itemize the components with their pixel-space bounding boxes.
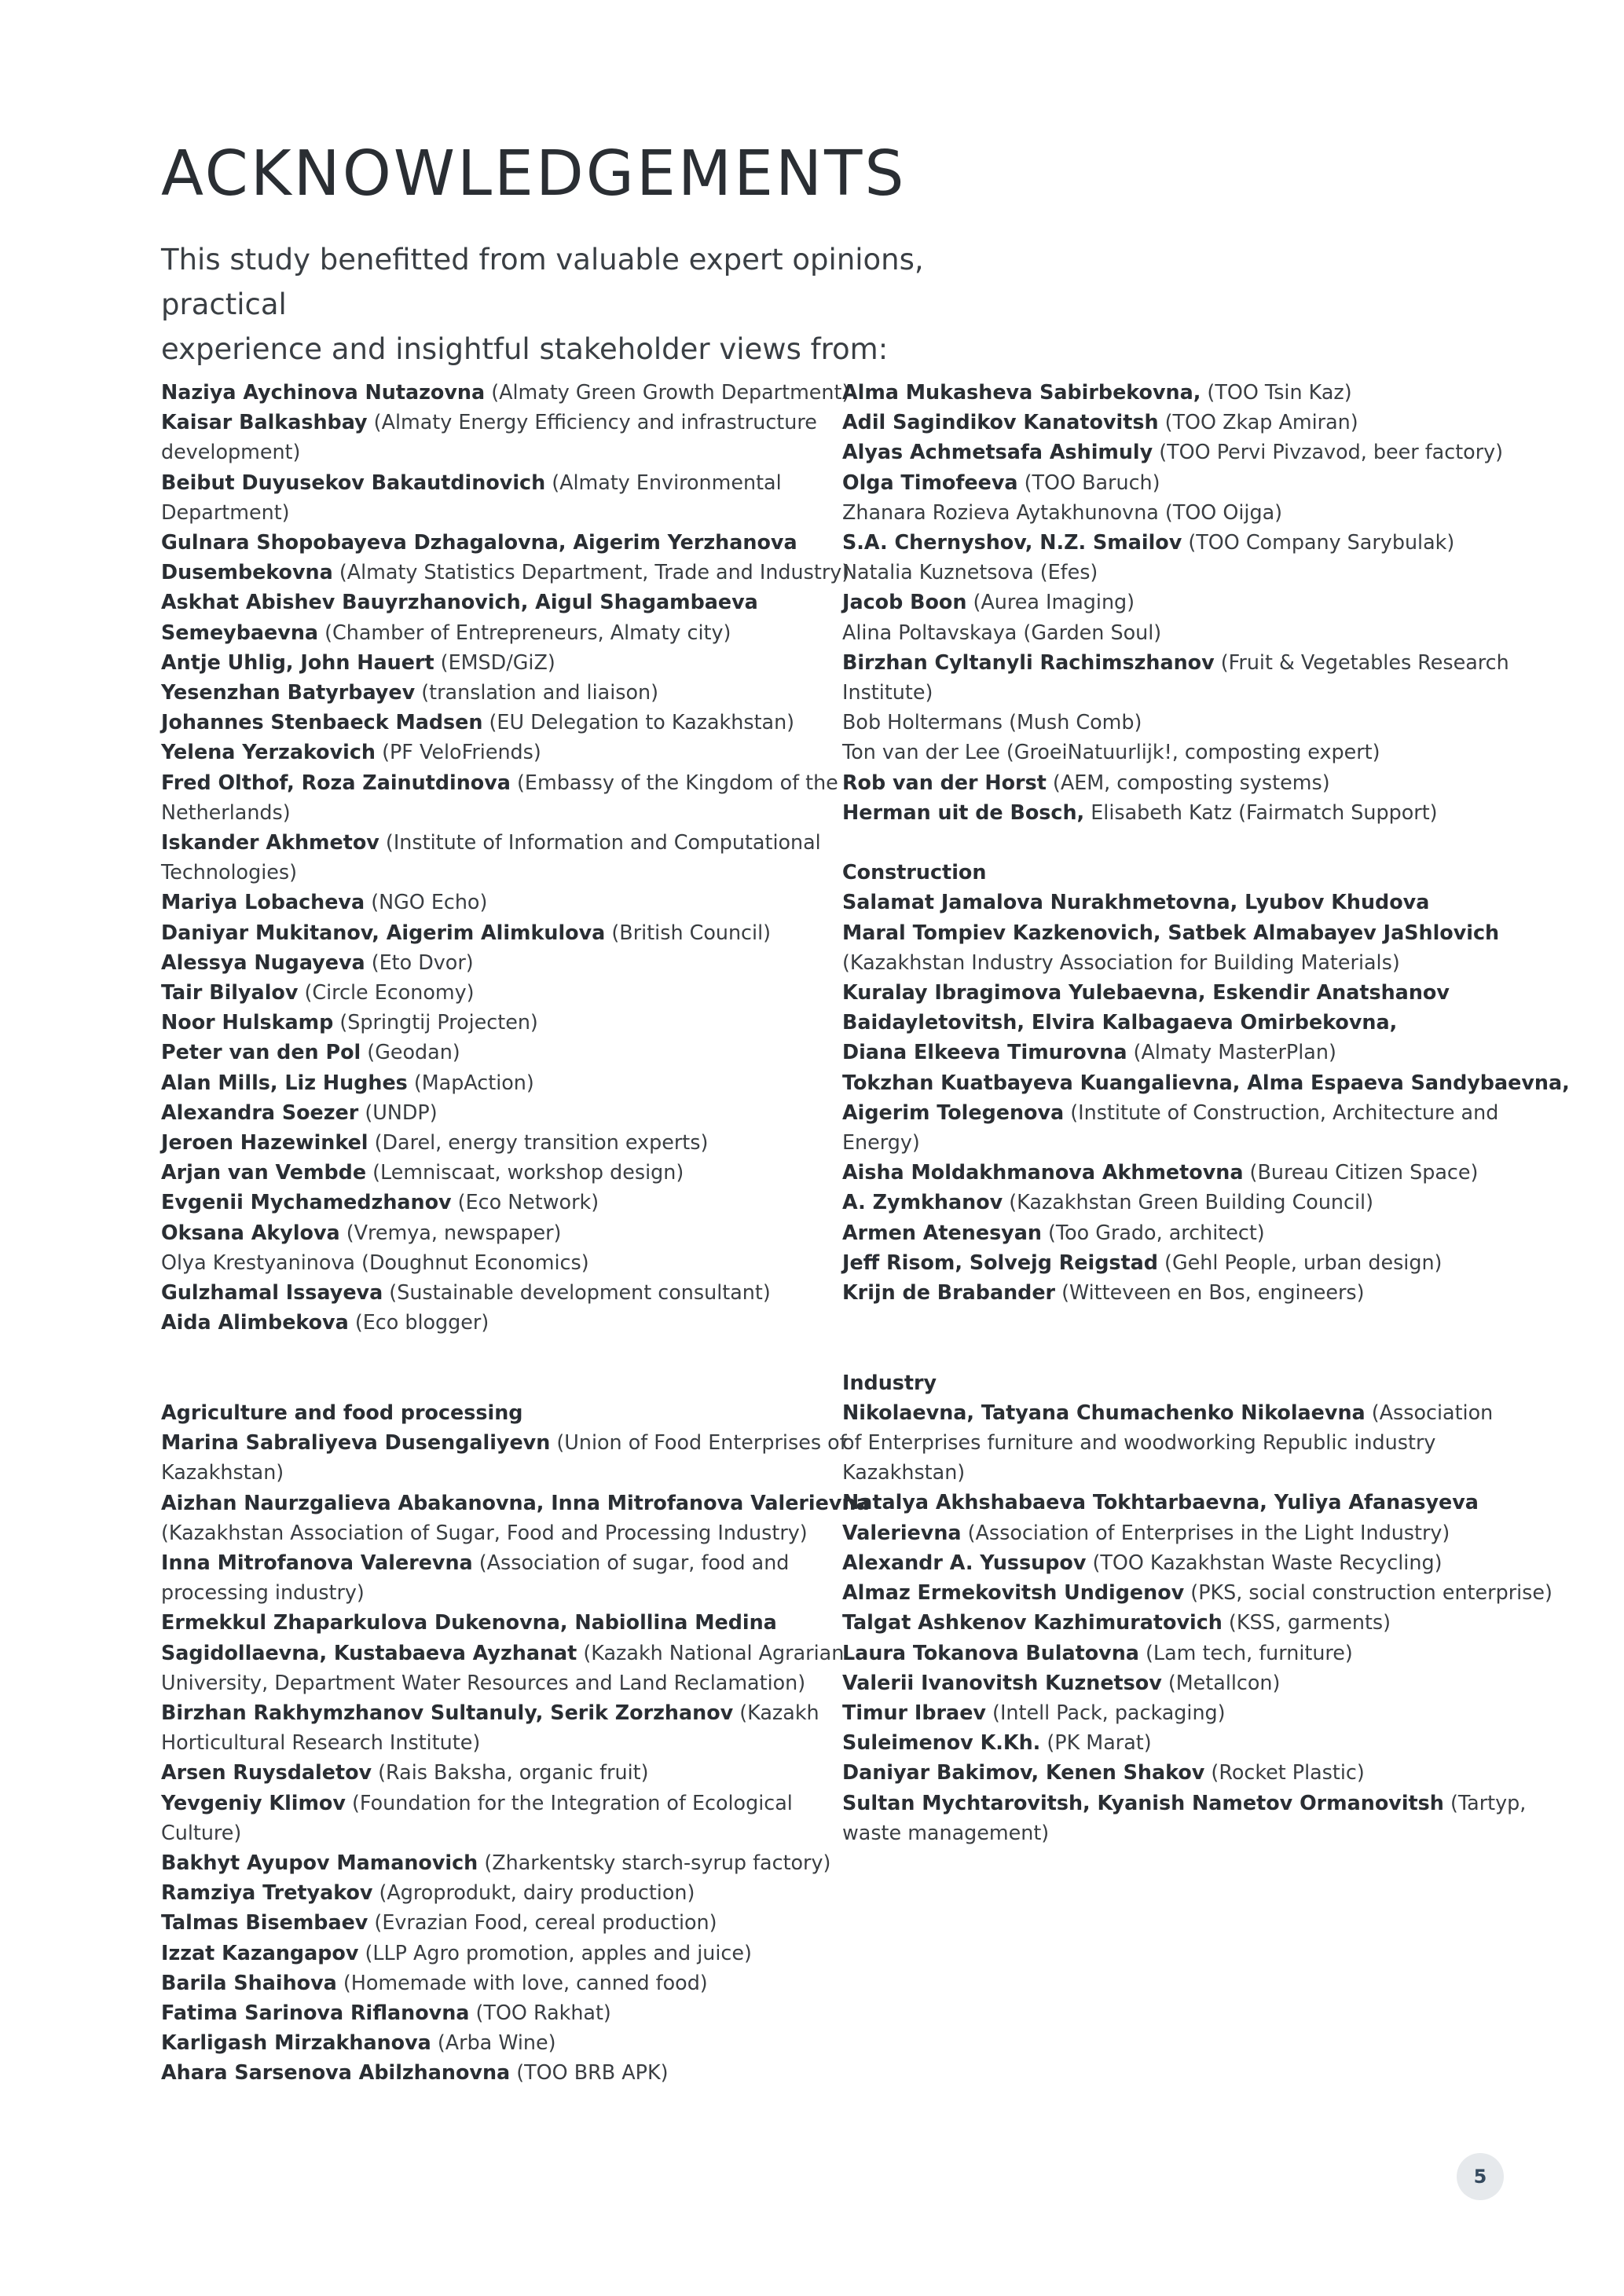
acknowledgement-line xyxy=(161,677,813,707)
affiliation-text: (Institute of Construction, Architecture and xyxy=(1064,1100,1499,1124)
page-title: ACKNOWLEDGEMENTS xyxy=(161,137,907,210)
person-name: Iskander Akhmetov xyxy=(161,830,379,855)
acknowledgement-line xyxy=(161,1488,870,1518)
acknowledgement-line xyxy=(161,1968,813,1998)
acknowledgement-line xyxy=(161,1668,813,1697)
affiliation-text: (Foundation for the Integration of Ecological xyxy=(345,1790,793,1814)
affiliation-text: Technologies) xyxy=(161,860,298,884)
acknowledgement-line xyxy=(161,1998,813,2027)
person-name: Birzhan Cyltanyli Rachimszhanov xyxy=(842,650,1215,674)
section-spacer xyxy=(161,1338,813,1397)
heading-text: Industry xyxy=(842,1370,937,1394)
person-name: Jacob Boon xyxy=(842,590,967,614)
affiliation-text: (Almaty Environmental xyxy=(545,470,782,494)
affiliation-text: Culture) xyxy=(161,1820,242,1844)
affiliation-text: Elisabeth Katz (Fairmatch Support) xyxy=(1084,800,1438,824)
person-name: Barila Shaihova xyxy=(161,1970,337,1994)
affiliation-text: (Lam tech, furniture) xyxy=(1138,1640,1353,1664)
affiliation-text: (Association of sugar, food and xyxy=(472,1550,790,1574)
person-name: Beibut Duyusekov Bakautdinovich xyxy=(161,470,546,494)
person-name: Fred Olthof, Roza Zainutdinova xyxy=(161,770,511,794)
acknowledgement-line xyxy=(842,437,1502,467)
person-name: Tokzhan Kuatbayeva Kuangalievna, Alma Espaeva Sandybaevna, xyxy=(842,1070,1570,1094)
affiliation-text: (Kazakhstan Association of Sugar, Food and Processing Industry) xyxy=(161,1520,808,1544)
affiliation-text: (Tartyp, xyxy=(1443,1790,1527,1814)
person-name: Semeybaevna xyxy=(161,620,319,644)
affiliation-text: (EMSD/GiZ) xyxy=(434,650,555,674)
section-heading xyxy=(161,1397,813,1427)
acknowledgement-line xyxy=(161,1457,813,1487)
person-name: Jeroen Hazewinkel xyxy=(161,1130,368,1155)
affiliation-text: processing industry) xyxy=(161,1580,365,1605)
acknowledgement-line xyxy=(842,737,1502,767)
acknowledgement-line xyxy=(842,1487,1502,1517)
person-name: Dusembekovna xyxy=(161,560,333,584)
person-name: Arjan van Vembde xyxy=(161,1160,367,1185)
person-name: Sagidollaevna, Kustabaeva Ayzhanat xyxy=(161,1640,577,1664)
acknowledgement-line xyxy=(842,497,1502,527)
acknowledgement-line xyxy=(842,617,1502,647)
acknowledgement-line xyxy=(842,707,1502,737)
person-name: Arsen Ruysdaletov xyxy=(161,1760,372,1785)
person-name: Almaz Ermekovitsh Undigenov xyxy=(842,1580,1185,1605)
affiliation-text: (NGO Echo) xyxy=(365,890,488,914)
affiliation-text: (EU Delegation to Kazakhstan) xyxy=(482,710,795,734)
affiliation-text: (Kazakh National Agrarian xyxy=(577,1640,845,1664)
person-name: Valerievna xyxy=(842,1520,962,1544)
affiliation-text: (Arba Wine) xyxy=(431,2031,556,2055)
affiliation-text: Horticultural Research Institute) xyxy=(161,1730,481,1755)
acknowledgement-line xyxy=(161,1307,813,1337)
affiliation-text: (TOO Company Sarybulak) xyxy=(1182,530,1455,555)
person-name: Evgenii Mychamedzhanov xyxy=(161,1190,452,1214)
acknowledgement-line xyxy=(842,587,1502,617)
affiliation-text: (Almaty Statistics Department, Trade and Industry) xyxy=(332,560,850,584)
affiliation-text: Bob Holtermans (Mush Comb) xyxy=(842,710,1142,734)
acknowledgement-line xyxy=(161,527,813,557)
affiliation-text: (Too Grado, architect) xyxy=(1041,1220,1265,1244)
person-name: Inna Mitrofanova Valerevna xyxy=(161,1550,473,1574)
intro-line-1: This study benefitted from valuable expert opinions, practical xyxy=(161,243,924,321)
affiliation-text: (TOO BRB APK) xyxy=(510,2060,669,2085)
person-name: Yesenzhan Batyrbayev xyxy=(161,680,416,705)
affiliation-text: (UNDP) xyxy=(358,1100,438,1124)
affiliation-text: (Intell Pack, packaging) xyxy=(985,1700,1226,1724)
acknowledgement-line xyxy=(161,1518,813,1547)
acknowledgement-line xyxy=(842,1007,1502,1037)
person-name: Talgat Ashkenov Kazhimuratovich xyxy=(842,1610,1223,1635)
affiliation-text: of Enterprises furniture and woodworking Republic industry xyxy=(842,1430,1436,1455)
intro-text xyxy=(161,237,1041,372)
affiliation-text: waste management) xyxy=(842,1820,1050,1844)
person-name: Herman uit de Bosch, xyxy=(842,800,1085,824)
affiliation-text: Kazakhstan) xyxy=(842,1460,966,1485)
affiliation-text: (PKS, social construction enterprise) xyxy=(1184,1580,1553,1605)
person-name: Laura Tokanova Bulatovna xyxy=(842,1640,1139,1664)
acknowledgement-line xyxy=(161,647,813,677)
person-name: S.A. Chernyshov, N.Z. Smailov xyxy=(842,530,1182,555)
person-name: Diana Elkeeva Timurovna xyxy=(842,1040,1127,1064)
acknowledgement-line xyxy=(842,1607,1502,1637)
affiliation-text: (Agroprodukt, dairy production) xyxy=(372,1880,695,1905)
intro-line-2: experience and insightful stakeholder views from: xyxy=(161,332,889,366)
acknowledgement-line xyxy=(161,977,813,1007)
person-name: Karligash Mirzakhanova xyxy=(161,2031,431,2055)
acknowledgement-line xyxy=(842,407,1502,437)
affiliation-text: (AEM, composting systems) xyxy=(1046,770,1330,794)
affiliation-text: (Rocket Plastic) xyxy=(1204,1760,1365,1785)
acknowledgement-line xyxy=(161,2027,813,2057)
affiliation-text: Alina Poltavskaya (Garden Soul) xyxy=(842,620,1162,644)
acknowledgement-line xyxy=(842,467,1502,497)
person-name: Nikolaevna, Tatyana Chumachenko Nikolaevna xyxy=(842,1400,1366,1424)
affiliation-text: (MapAction) xyxy=(407,1070,534,1094)
person-name: Naziya Aychinova Nutazovna xyxy=(161,380,486,404)
affiliation-text: (Kazakhstan Green Building Council) xyxy=(1003,1190,1373,1214)
acknowledgement-line xyxy=(161,377,850,407)
affiliation-text: (Association xyxy=(1365,1400,1494,1424)
affiliation-text: (Almaty Green Growth Department) xyxy=(485,380,850,404)
person-name: Sultan Mychtarovitsh, Kyanish Nametov Ormanovitsh xyxy=(842,1790,1444,1814)
person-name: Aigerim Tolegenova xyxy=(842,1100,1065,1124)
section-heading xyxy=(842,857,1502,887)
acknowledgement-line xyxy=(842,1518,1502,1547)
acknowledgement-line xyxy=(161,437,813,467)
acknowledgement-line xyxy=(161,1638,845,1668)
person-name: A. Zymkhanov xyxy=(842,1190,1003,1214)
person-name: Aisha Moldakhmanova Akhmetovna xyxy=(842,1160,1244,1185)
person-name: Salamat Jamalova Nurakhmetovna, Lyubov Khudova xyxy=(842,890,1430,914)
person-name: Aizhan Naurzgalieva Abakanovna, Inna Mitrofanova Valerievna xyxy=(161,1490,870,1514)
person-name: Kuralay Ibragimova Yulebaevna, Eskendir Anatshanov xyxy=(842,980,1450,1005)
affiliation-text: (Kazakhstan Industry Association for Building Materials) xyxy=(842,950,1400,974)
section-spacer xyxy=(842,827,1502,857)
section-spacer xyxy=(842,1307,1502,1367)
acknowledgement-line xyxy=(161,737,813,767)
acknowledgement-line xyxy=(161,1877,813,1907)
acknowledgement-line xyxy=(842,1788,1527,1818)
affiliation-text: University, Department Water Resources and Land Reclamation) xyxy=(161,1670,806,1694)
person-name: Mariya Lobacheva xyxy=(161,890,365,914)
affiliation-text: Institute) xyxy=(842,680,933,705)
affiliation-text: (translation and liaison) xyxy=(415,680,659,705)
acknowledgement-line xyxy=(842,677,1502,707)
affiliation-text: (TOO Rakhat) xyxy=(469,2000,611,2024)
acknowledgement-line xyxy=(161,1847,831,1877)
person-name: Alyas Achmetsafa Ashimuly xyxy=(842,440,1153,464)
acknowledgement-line xyxy=(161,1187,813,1217)
affiliation-text: (TOO Pervi Pivzavod, beer factory) xyxy=(1153,440,1504,464)
acknowledgement-line xyxy=(161,1097,813,1127)
acknowledgement-line xyxy=(842,1157,1502,1187)
person-name: Alexandr A. Yussupov xyxy=(842,1550,1087,1574)
person-name: Ramziya Tretyakov xyxy=(161,1880,373,1905)
affiliation-text: (PK Marat) xyxy=(1040,1730,1152,1755)
acknowledgement-line xyxy=(161,1727,813,1757)
person-name: Ermekkul Zhaparkulova Dukenovna, Nabiollina Medina xyxy=(161,1610,777,1635)
heading-text: Construction xyxy=(842,860,987,884)
person-name: Daniyar Mukitanov, Aigerim Alimkulova xyxy=(161,920,606,944)
affiliation-text: Netherlands) xyxy=(161,800,291,824)
affiliation-text: Department) xyxy=(161,500,290,524)
acknowledgement-line xyxy=(161,407,817,437)
acknowledgement-line xyxy=(842,977,1502,1007)
acknowledgement-line xyxy=(842,797,1502,827)
person-name: Yevgeniy Klimov xyxy=(161,1790,346,1814)
acknowledgement-line xyxy=(161,587,813,617)
acknowledgement-line xyxy=(161,1907,813,1937)
acknowledgement-line xyxy=(161,1818,813,1847)
affiliation-text: (PF VeloFriends) xyxy=(376,740,541,764)
acknowledgement-line xyxy=(161,1067,813,1097)
affiliation-text: (Circle Economy) xyxy=(298,980,475,1005)
person-name: Armen Atenesyan xyxy=(842,1220,1042,1244)
acknowledgement-line xyxy=(842,1277,1502,1307)
affiliation-text: (Bureau Citizen Space) xyxy=(1243,1160,1479,1185)
person-name: Valerii Ivanovitsh Kuznetsov xyxy=(842,1670,1162,1694)
acknowledgement-line xyxy=(161,1788,813,1818)
person-name: Alma Mukasheva Sabirbekovna, xyxy=(842,380,1201,404)
person-name: Alessya Nugayeva xyxy=(161,950,365,974)
person-name: Gulzhamal Issayeva xyxy=(161,1280,383,1305)
person-name: Kaisar Balkashbay xyxy=(161,410,368,434)
person-name: Jeff Risom, Solvejg Reigstad xyxy=(842,1250,1158,1274)
person-name: Tair Bilyalov xyxy=(161,980,299,1005)
acknowledgement-line xyxy=(161,767,838,797)
acknowledgement-line xyxy=(161,707,813,737)
affiliation-text: (Evrazian Food, cereal production) xyxy=(368,1910,717,1935)
acknowledgement-line xyxy=(842,1547,1502,1577)
acknowledgement-line xyxy=(842,1187,1502,1217)
left-column xyxy=(161,377,870,2088)
acknowledgement-line xyxy=(842,1638,1502,1668)
person-name: Yelena Yerzakovich xyxy=(161,740,376,764)
affiliation-text: (Eco blogger) xyxy=(348,1310,489,1335)
person-name: Alexandra Soezer xyxy=(161,1100,359,1124)
acknowledgement-line xyxy=(842,1757,1502,1787)
affiliation-text: (Kazakh xyxy=(733,1700,819,1724)
person-name: Antje Uhlig, John Hauert xyxy=(161,650,434,674)
person-name: Oksana Akylova xyxy=(161,1220,340,1244)
person-name: Johannes Stenbaeck Madsen xyxy=(161,710,483,734)
affiliation-text: (Union of Food Enterprises of xyxy=(550,1430,847,1455)
affiliation-text: (Aurea Imaging) xyxy=(966,590,1135,614)
affiliation-text: (TOO Tsin Kaz) xyxy=(1201,380,1352,404)
acknowledgement-line xyxy=(842,887,1502,917)
affiliation-text: (Witteveen en Bos, engineers) xyxy=(1055,1280,1365,1305)
acknowledgement-line xyxy=(842,557,1502,587)
person-name: Natalya Akhshabaeva Tokhtarbaevna, Yuliya Afanasyeva xyxy=(842,1490,1479,1514)
acknowledgement-line xyxy=(161,1037,813,1067)
affiliation-text: (Rais Baksha, organic fruit) xyxy=(372,1760,649,1785)
person-name: Marina Sabraliyeva Dusengaliyevn xyxy=(161,1430,551,1455)
acknowledgement-line xyxy=(161,947,813,977)
acknowledgement-line xyxy=(161,797,813,827)
acknowledgement-line xyxy=(161,1247,813,1277)
person-name: Bakhyt Ayupov Mamanovich xyxy=(161,1850,478,1874)
affiliation-text: (Eto Dvor) xyxy=(365,950,474,974)
acknowledgement-line xyxy=(842,917,1502,947)
acknowledgement-line xyxy=(842,1067,1570,1097)
acknowledgement-line xyxy=(842,1727,1502,1757)
section-heading xyxy=(842,1368,1502,1397)
person-name: Peter van den Pol xyxy=(161,1040,361,1064)
affiliation-text: (Almaty MasterPlan) xyxy=(1127,1040,1336,1064)
person-name: Krijn de Brabander xyxy=(842,1280,1056,1305)
acknowledgement-line xyxy=(161,1277,813,1307)
person-name: Daniyar Bakimov, Kenen Shakov xyxy=(842,1760,1205,1785)
acknowledgement-line xyxy=(161,467,813,497)
acknowledgement-line xyxy=(161,1427,847,1457)
acknowledgement-line xyxy=(161,857,813,887)
person-name: Adil Sagindikov Kanatovitsh xyxy=(842,410,1159,434)
affiliation-text: (Metallcon) xyxy=(1161,1670,1281,1694)
acknowledgement-line xyxy=(161,497,813,527)
person-name: Maral Tompiev Kazkenovich, Satbek Almabayev JaShlovich xyxy=(842,920,1500,944)
person-name: Izzat Kazangapov xyxy=(161,1940,359,1965)
acknowledgement-line xyxy=(842,1097,1502,1127)
affiliation-text: Natalia Kuznetsova (Efes) xyxy=(842,560,1098,584)
affiliation-text: (Eco Network) xyxy=(451,1190,599,1214)
person-name: Suleimenov K.Kh. xyxy=(842,1730,1041,1755)
acknowledgement-line xyxy=(842,1037,1502,1067)
acknowledgement-line xyxy=(161,1938,813,1968)
person-name: Askhat Abishev Bauyrzhanovich, Aigul Shagambaeva xyxy=(161,590,758,614)
page-number-badge: 5 xyxy=(1457,2153,1504,2200)
acknowledgement-line xyxy=(842,647,1509,677)
affiliation-text: (TOO Zkap Amiran) xyxy=(1158,410,1358,434)
affiliation-text: (Almaty Energy Efficiency and infrastructure xyxy=(367,410,817,434)
affiliation-text: (Embassy of the Kingdom of the xyxy=(510,770,838,794)
affiliation-text: (Fruit & Vegetables Research xyxy=(1214,650,1509,674)
person-name: Noor Hulskamp xyxy=(161,1010,334,1034)
acknowledgement-line xyxy=(842,527,1502,557)
acknowledgement-line xyxy=(842,1427,1502,1457)
acknowledgement-line xyxy=(161,617,813,647)
acknowledgement-line xyxy=(161,1218,813,1247)
affiliation-text: Energy) xyxy=(842,1130,920,1155)
affiliation-text: (Darel, energy transition experts) xyxy=(368,1130,709,1155)
heading-text: Agriculture and food processing xyxy=(161,1400,523,1424)
affiliation-text: (Lemniscaat, workshop design) xyxy=(366,1160,684,1185)
acknowledgement-line xyxy=(842,947,1502,977)
person-name: Alan Mills, Liz Hughes xyxy=(161,1070,408,1094)
affiliation-text: development) xyxy=(161,440,301,464)
affiliation-text: (TOO Kazakhstan Waste Recycling) xyxy=(1086,1550,1443,1574)
person-name: Baidayletovitsh, Elvira Kalbagaeva Omirbekovna, xyxy=(842,1010,1398,1034)
affiliation-text: (British Council) xyxy=(605,920,772,944)
affiliation-text: Zhanara Rozieva Aytakhunovna (TOO Oijga) xyxy=(842,500,1283,524)
affiliation-text: (Association of Enterprises in the Light Industry) xyxy=(961,1520,1450,1544)
affiliation-text: (Springtij Projecten) xyxy=(333,1010,538,1034)
acknowledgement-line xyxy=(161,917,813,947)
acknowledgement-line xyxy=(842,1577,1553,1607)
person-name: Fatima Sarinova Riflanovna xyxy=(161,2000,470,2024)
affiliation-text: Olya Krestyaninova (Doughnut Economics) xyxy=(161,1250,589,1274)
person-name: Olga Timofeeva xyxy=(842,470,1018,494)
acknowledgement-line xyxy=(161,557,850,587)
acknowledgement-line xyxy=(842,1397,1502,1427)
acknowledgement-line xyxy=(842,1127,1502,1157)
person-name: Gulnara Shopobayeva Dzhagalovna, Aigerim Yerzhanova xyxy=(161,530,797,555)
affiliation-text: (KSS, garments) xyxy=(1222,1610,1391,1635)
affiliation-text: (Vremya, newspaper) xyxy=(339,1220,562,1244)
person-name: Rob van der Horst xyxy=(842,770,1047,794)
acknowledgement-line xyxy=(161,1757,813,1787)
affiliation-text: (Gehl People, urban design) xyxy=(1157,1250,1443,1274)
affiliation-text: (Geodan) xyxy=(361,1040,460,1064)
acknowledgement-line xyxy=(842,1457,1502,1487)
acknowledgement-line xyxy=(161,1697,819,1727)
acknowledgement-line xyxy=(842,377,1502,407)
acknowledgement-line xyxy=(161,1007,813,1037)
acknowledgement-line xyxy=(161,1157,813,1187)
acknowledgement-line xyxy=(842,1668,1502,1697)
affiliation-text: (Homemade with love, canned food) xyxy=(336,1970,708,1994)
acknowledgement-line xyxy=(842,1697,1502,1727)
right-column xyxy=(842,377,1570,1847)
affiliation-text: (Institute of Information and Computational xyxy=(379,830,821,855)
person-name: Aida Alimbekova xyxy=(161,1310,349,1335)
acknowledgement-line xyxy=(161,1547,813,1577)
person-name: Timur Ibraev xyxy=(842,1700,986,1724)
affiliation-text: (Chamber of Entrepreneurs, Almaty city) xyxy=(318,620,731,644)
affiliation-text: (TOO Baruch) xyxy=(1017,470,1160,494)
acknowledgement-line xyxy=(161,827,821,857)
affiliation-text: (LLP Agro promotion, apples and juice) xyxy=(358,1940,752,1965)
acknowledgement-line xyxy=(842,767,1502,797)
affiliation-text: Ton van der Lee (GroeiNatuurlijk!, composting expert) xyxy=(842,740,1380,764)
acknowledgement-line xyxy=(842,1818,1502,1847)
acknowledgement-line xyxy=(842,1218,1502,1247)
acknowledgement-line xyxy=(161,2057,813,2087)
acknowledgement-line xyxy=(161,1127,813,1157)
person-name: Ahara Sarsenova Abilzhanovna xyxy=(161,2060,511,2085)
acknowledgement-line xyxy=(842,1247,1502,1277)
person-name: Birzhan Rakhymzhanov Sultanuly, Serik Zorzhanov xyxy=(161,1700,734,1724)
affiliation-text: Kazakhstan) xyxy=(161,1460,284,1485)
acknowledgement-line xyxy=(161,887,813,917)
affiliation-text: (Sustainable development consultant) xyxy=(383,1280,771,1305)
acknowledgement-line xyxy=(161,1607,813,1637)
person-name: Talmas Bisembaev xyxy=(161,1910,368,1935)
acknowledgement-line xyxy=(161,1577,813,1607)
affiliation-text: (Zharkentsky starch-syrup factory) xyxy=(478,1850,831,1874)
